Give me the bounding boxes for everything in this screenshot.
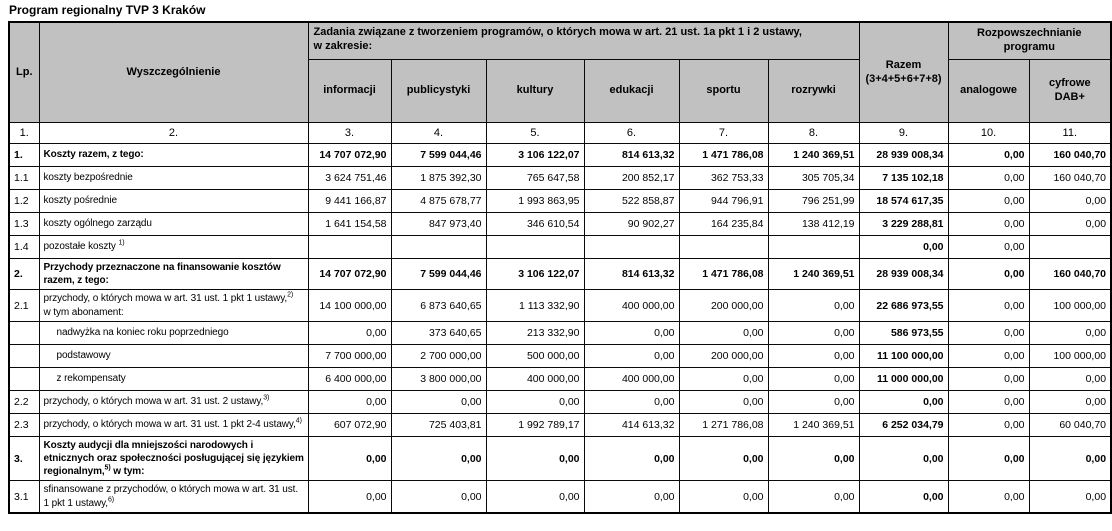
row-lp: 1.2 bbox=[9, 190, 39, 213]
cell-col-5: 0,00 bbox=[486, 481, 584, 513]
cell-col-6: 814 613,32 bbox=[584, 144, 679, 167]
cell-col-5: 213 332,90 bbox=[486, 321, 584, 344]
col-header-tasks-group: Zadania związane z tworzeniem programów, o których mowa w art. 21 ust. 1a pkt 1 i 2 ustawy, w zakresie: bbox=[308, 22, 859, 60]
cell-col-6 bbox=[584, 236, 679, 259]
col-header-sportu: sportu bbox=[679, 60, 768, 123]
cell-col-11: 0,00 bbox=[1029, 436, 1111, 481]
cell-col-5: 765 647,58 bbox=[486, 167, 584, 190]
cell-col-5: 500 000,00 bbox=[486, 344, 584, 367]
cell-col-10: 0,00 bbox=[948, 367, 1029, 390]
column-number-9: 9. bbox=[859, 123, 948, 144]
cell-col-7: 0,00 bbox=[679, 321, 768, 344]
col-header-cyfrowe-dab: cyfrowe DAB+ bbox=[1029, 60, 1111, 123]
row-lp: 1. bbox=[9, 144, 39, 167]
row-lp: 2.3 bbox=[9, 413, 39, 436]
cell-col-10: 0,00 bbox=[948, 390, 1029, 413]
cell-col-6: 90 902,27 bbox=[584, 213, 679, 236]
cell-col-6: 0,00 bbox=[584, 321, 679, 344]
column-number-1: 1. bbox=[9, 123, 39, 144]
row-label: z rekompensaty bbox=[39, 367, 308, 390]
cell-col-3: 6 400 000,00 bbox=[308, 367, 391, 390]
table-row bbox=[9, 436, 1111, 481]
cell-col-10: 0,00 bbox=[948, 344, 1029, 367]
cell-col-8: 0,00 bbox=[768, 290, 859, 321]
cell-col-4: 2 700 000,00 bbox=[391, 344, 486, 367]
cell-col-11: 0,00 bbox=[1029, 390, 1111, 413]
col-header-publicystyki: publicystyki bbox=[391, 60, 486, 123]
cell-col-7: 0,00 bbox=[679, 481, 768, 513]
cell-col-10: 0,00 bbox=[948, 259, 1029, 290]
cell-col-10: 0,00 bbox=[948, 436, 1029, 481]
column-number-6: 6. bbox=[584, 123, 679, 144]
cell-col-9: 6 252 034,79 bbox=[859, 413, 948, 436]
cell-col-9: 3 229 288,81 bbox=[859, 213, 948, 236]
cell-col-6: 0,00 bbox=[584, 481, 679, 513]
cell-col-4: 0,00 bbox=[391, 390, 486, 413]
cell-col-3 bbox=[308, 236, 391, 259]
cell-col-5: 0,00 bbox=[486, 390, 584, 413]
cell-col-7: 0,00 bbox=[679, 390, 768, 413]
column-number-5: 5. bbox=[486, 123, 584, 144]
row-lp bbox=[9, 321, 39, 344]
cell-col-8: 0,00 bbox=[768, 436, 859, 481]
cell-col-7: 164 235,84 bbox=[679, 213, 768, 236]
cell-col-8: 138 412,19 bbox=[768, 213, 859, 236]
cell-col-9: 0,00 bbox=[859, 481, 948, 513]
cell-col-3: 9 441 166,87 bbox=[308, 190, 391, 213]
cell-col-6: 0,00 bbox=[584, 436, 679, 481]
cell-col-8: 796 251,99 bbox=[768, 190, 859, 213]
table-row bbox=[9, 344, 1111, 367]
cell-col-3: 0,00 bbox=[308, 390, 391, 413]
cell-col-3: 14 707 072,90 bbox=[308, 259, 391, 290]
page-title: Program regionalny TVP 3 Kraków bbox=[9, 3, 206, 17]
table-row bbox=[9, 144, 1111, 167]
row-lp: 3. bbox=[9, 436, 39, 481]
table-row bbox=[9, 167, 1111, 190]
cell-col-8: 305 705,34 bbox=[768, 167, 859, 190]
row-lp: 2. bbox=[9, 259, 39, 290]
cell-col-8: 0,00 bbox=[768, 390, 859, 413]
cell-col-5: 1 993 863,95 bbox=[486, 190, 584, 213]
cell-col-7: 1 271 786,08 bbox=[679, 413, 768, 436]
cell-col-8: 1 240 369,51 bbox=[768, 259, 859, 290]
row-lp bbox=[9, 344, 39, 367]
cell-col-11: 0,00 bbox=[1029, 367, 1111, 390]
cell-col-11: 60 040,70 bbox=[1029, 413, 1111, 436]
cell-col-7: 0,00 bbox=[679, 367, 768, 390]
cell-col-8: 0,00 bbox=[768, 321, 859, 344]
cell-col-6: 814 613,32 bbox=[584, 259, 679, 290]
row-label: podstawowy bbox=[39, 344, 308, 367]
cell-col-9: 28 939 008,34 bbox=[859, 259, 948, 290]
cell-col-7: 944 796,91 bbox=[679, 190, 768, 213]
cell-col-5: 3 106 122,07 bbox=[486, 259, 584, 290]
table-row bbox=[9, 390, 1111, 413]
cell-col-9: 22 686 973,55 bbox=[859, 290, 948, 321]
cell-col-3: 1 641 154,58 bbox=[308, 213, 391, 236]
cell-col-10: 0,00 bbox=[948, 236, 1029, 259]
row-lp: 2.2 bbox=[9, 390, 39, 413]
cell-col-9: 586 973,55 bbox=[859, 321, 948, 344]
cell-col-4: 0,00 bbox=[391, 436, 486, 481]
column-numbers-row bbox=[9, 123, 1111, 144]
cell-col-3: 3 624 751,46 bbox=[308, 167, 391, 190]
cell-col-8 bbox=[768, 236, 859, 259]
cell-col-4: 6 873 640,65 bbox=[391, 290, 486, 321]
cell-col-3: 0,00 bbox=[308, 481, 391, 513]
cell-col-4: 3 800 000,00 bbox=[391, 367, 486, 390]
cell-col-11: 160 040,70 bbox=[1029, 259, 1111, 290]
cell-col-3: 0,00 bbox=[308, 436, 391, 481]
cell-col-11: 160 040,70 bbox=[1029, 167, 1111, 190]
cell-col-4: 1 875 392,30 bbox=[391, 167, 486, 190]
cell-col-7 bbox=[679, 236, 768, 259]
cell-col-10: 0,00 bbox=[948, 167, 1029, 190]
cell-col-4: 373 640,65 bbox=[391, 321, 486, 344]
row-label: przychody, o których mowa w art. 31 ust. 2 ustawy,$^{3)}$ bbox=[39, 390, 308, 413]
column-number-2: 2. bbox=[39, 123, 308, 144]
cell-col-6: 0,00 bbox=[584, 344, 679, 367]
col-header-total: Razem (3+4+5+6+7+8) bbox=[859, 22, 948, 123]
cell-col-3: 14 100 000,00 bbox=[308, 290, 391, 321]
cell-col-8: 1 240 369,51 bbox=[768, 413, 859, 436]
cell-col-11: 100 000,00 bbox=[1029, 290, 1111, 321]
cell-col-5: 1 113 332,90 bbox=[486, 290, 584, 321]
cell-col-6: 522 858,87 bbox=[584, 190, 679, 213]
table-row bbox=[9, 259, 1111, 290]
cell-col-5: 1 992 789,17 bbox=[486, 413, 584, 436]
col-header-kultury: kultury bbox=[486, 60, 584, 123]
cell-col-3: 7 700 000,00 bbox=[308, 344, 391, 367]
cell-col-6: 200 852,17 bbox=[584, 167, 679, 190]
row-label: pozostałe koszty $^{1)}$ bbox=[39, 236, 308, 259]
cell-col-5 bbox=[486, 236, 584, 259]
column-number-10: 10. bbox=[948, 123, 1029, 144]
cell-col-11: 0,00 bbox=[1029, 190, 1111, 213]
row-label: koszty ogólnego zarządu bbox=[39, 213, 308, 236]
cell-col-11: 0,00 bbox=[1029, 321, 1111, 344]
cell-col-10: 0,00 bbox=[948, 413, 1029, 436]
cell-col-11: 160 040,70 bbox=[1029, 144, 1111, 167]
cell-col-4: 847 973,40 bbox=[391, 213, 486, 236]
cell-col-11: 0,00 bbox=[1029, 481, 1111, 513]
cell-col-9: 0,00 bbox=[859, 390, 948, 413]
cell-col-4: 0,00 bbox=[391, 481, 486, 513]
row-lp: 1.4 bbox=[9, 236, 39, 259]
row-label: koszty bezpośrednie bbox=[39, 167, 308, 190]
col-header-lp: Lp. bbox=[9, 22, 39, 123]
cell-col-4: 7 599 044,46 bbox=[391, 259, 486, 290]
row-lp: 2.1 bbox=[9, 290, 39, 321]
row-label: sfinansowane z przychodów, o których mowa w art. 31 ust. 1 pkt 1 ustawy,$^{6)}$ bbox=[39, 481, 308, 513]
cell-col-6: 0,00 bbox=[584, 390, 679, 413]
row-label: nadwyżka na koniec roku poprzedniego bbox=[39, 321, 308, 344]
table-row bbox=[9, 290, 1111, 321]
cell-col-10: 0,00 bbox=[948, 144, 1029, 167]
cell-col-6: 414 613,32 bbox=[584, 413, 679, 436]
cell-col-9: 18 574 617,35 bbox=[859, 190, 948, 213]
table-row bbox=[9, 213, 1111, 236]
cell-col-9: 11 000 000,00 bbox=[859, 367, 948, 390]
cell-col-6: 400 000,00 bbox=[584, 367, 679, 390]
cell-col-9: 0,00 bbox=[859, 236, 948, 259]
column-number-11: 11. bbox=[1029, 123, 1111, 144]
cell-col-10: 0,00 bbox=[948, 190, 1029, 213]
row-label: koszty pośrednie bbox=[39, 190, 308, 213]
cell-col-10: 0,00 bbox=[948, 321, 1029, 344]
cell-col-11 bbox=[1029, 236, 1111, 259]
col-header-informacji: informacji bbox=[308, 60, 391, 123]
cell-col-9: 0,00 bbox=[859, 436, 948, 481]
cell-col-3: 14 707 072,90 bbox=[308, 144, 391, 167]
cell-col-10: 0,00 bbox=[948, 290, 1029, 321]
cell-col-7: 200 000,00 bbox=[679, 290, 768, 321]
table-header bbox=[9, 22, 1111, 144]
row-label: przychody, o których mowa w art. 31 ust. 1 pkt 1 ustawy,$^{2)}$ w tym abonament: bbox=[39, 290, 308, 321]
cell-col-7: 200 000,00 bbox=[679, 344, 768, 367]
col-header-edukacji: edukacji bbox=[584, 60, 679, 123]
table-row bbox=[9, 190, 1111, 213]
cell-col-6: 400 000,00 bbox=[584, 290, 679, 321]
cell-col-3: 0,00 bbox=[308, 321, 391, 344]
cell-col-7: 1 471 786,08 bbox=[679, 144, 768, 167]
table-row bbox=[9, 367, 1111, 390]
cell-col-7: 362 753,33 bbox=[679, 167, 768, 190]
cell-col-11: 100 000,00 bbox=[1029, 344, 1111, 367]
col-header-rozrywki: rozrywki bbox=[768, 60, 859, 123]
cell-col-10: 0,00 bbox=[948, 213, 1029, 236]
col-header-analogowe: analogowe bbox=[948, 60, 1029, 123]
cell-col-8: 0,00 bbox=[768, 344, 859, 367]
cell-col-7: 1 471 786,08 bbox=[679, 259, 768, 290]
table-row bbox=[9, 236, 1111, 259]
cell-col-4 bbox=[391, 236, 486, 259]
table-row bbox=[9, 321, 1111, 344]
cell-col-5: 346 610,54 bbox=[486, 213, 584, 236]
table-body bbox=[9, 144, 1111, 513]
cell-col-5: 0,00 bbox=[486, 436, 584, 481]
row-label: przychody, o których mowa w art. 31 ust. 1 pkt 2-4 ustawy,$^{4)}$ bbox=[39, 413, 308, 436]
table-row bbox=[9, 413, 1111, 436]
column-number-7: 7. bbox=[679, 123, 768, 144]
cell-col-7: 0,00 bbox=[679, 436, 768, 481]
cell-col-9: 11 100 000,00 bbox=[859, 344, 948, 367]
budget-table bbox=[8, 21, 1112, 514]
cell-col-10: 0,00 bbox=[948, 481, 1029, 513]
cell-col-9: 7 135 102,18 bbox=[859, 167, 948, 190]
row-lp bbox=[9, 367, 39, 390]
column-number-4: 4. bbox=[391, 123, 486, 144]
column-number-3: 3. bbox=[308, 123, 391, 144]
cell-col-4: 4 875 678,77 bbox=[391, 190, 486, 213]
cell-col-5: 400 000,00 bbox=[486, 367, 584, 390]
table-row bbox=[9, 481, 1111, 513]
cell-col-8: 0,00 bbox=[768, 367, 859, 390]
row-label: Koszty razem, z tego: bbox=[39, 144, 308, 167]
row-label: Przychody przeznaczone na finansowanie kosztów razem, z tego: bbox=[39, 259, 308, 290]
cell-col-5: 3 106 122,07 bbox=[486, 144, 584, 167]
cell-col-8: 0,00 bbox=[768, 481, 859, 513]
cell-col-11: 0,00 bbox=[1029, 213, 1111, 236]
cell-col-4: 7 599 044,46 bbox=[391, 144, 486, 167]
row-lp: 3.1 bbox=[9, 481, 39, 513]
col-header-distribution-group: Rozpowszechnianie programu bbox=[948, 22, 1111, 60]
cell-col-8: 1 240 369,51 bbox=[768, 144, 859, 167]
row-lp: 1.1 bbox=[9, 167, 39, 190]
row-label: Koszty audycji dla mniejszości narodowych i etnicznych oraz społeczności posługującej się językiem regionalnym,$^{5)}$ w tym: bbox=[39, 436, 308, 481]
col-header-specification: Wyszczególnienie bbox=[39, 22, 308, 123]
cell-col-4: 725 403,81 bbox=[391, 413, 486, 436]
row-lp: 1.3 bbox=[9, 213, 39, 236]
cell-col-3: 607 072,90 bbox=[308, 413, 391, 436]
column-number-8: 8. bbox=[768, 123, 859, 144]
cell-col-9: 28 939 008,34 bbox=[859, 144, 948, 167]
